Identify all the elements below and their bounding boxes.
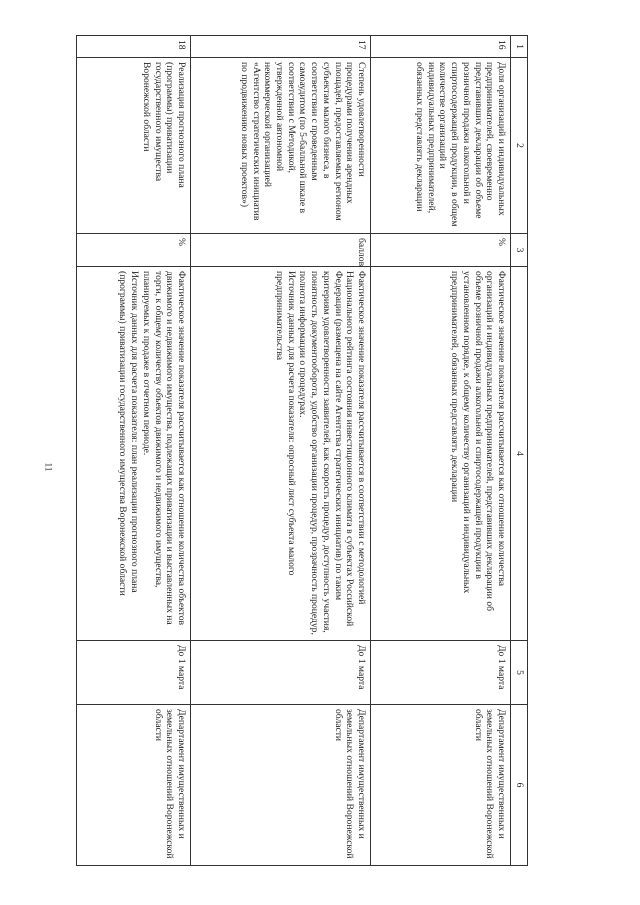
rotated-page [76,35,528,865]
deadline: До 1 марта [77,641,191,705]
row-number: 16 [371,36,511,58]
indicators-table [76,35,528,866]
responsible: Департамент имущественных и земельных отношений Воронежской области [371,705,511,866]
table-header-row [511,36,528,866]
header-cell: 4 [511,267,528,641]
deadline: До 1 марта [371,641,511,705]
calculation-method: Фактическое значение показателя рассчитывается в соответствии с методологией Национального рейтинга состояния инвестиционного климата в субъектах Российской Федерации (размещена на сайте Агентства стратегических инициатив) по таким критериям удовлетворенности заявителей, как скорость процедур, доступность участия, понятность документооборота, удобство организации процедур, прозрачность процедур, полнота информации о процедурах. Источник данных для расчета показателя: опросный лист субъекта малого предпринимательства [191,267,371,641]
header-cell: 1 [511,36,528,58]
header-cell: 5 [511,641,528,705]
indicator-name: Степень удовлетворенности процедурами получения арендных площадей, предоставляемых регионом субъектам малого бизнеса, в соответствии с проведенным самоаудитом (по 5-балльной шкале в соответствии с Методикой, утвержденной автономной некоммерческой организацией «Агентство стратегических инициатив по продвижению новых проектов») [191,58,371,234]
page-number: 11 [43,462,54,472]
responsible: Департамент имущественных и земельных отношений Воронежской области [191,705,371,866]
header-cell: 2 [511,58,528,234]
deadline: До 1 марта [191,641,371,705]
row-number: 18 [77,36,191,58]
header-cell: 3 [511,234,528,267]
calculation-method: Фактическое значение показателя рассчитывается как отношение количества объектов движимого и недвижимого имущества, подлежащих приватизации и выставленных на торги, к общему количеству объектов движимого и недвижимого имущества, планируемых к продаже в отчетном периоде. Источник данных для расчета показателя: план реализации прогнозного плана (программы) приватизации государственного имущества Воронежской области [77,267,191,641]
unit: баллов [191,234,371,267]
header-cell: 6 [511,705,528,866]
indicator-name: Доля организаций и индивидуальных предпринимателей, своевременно представивших декларации об объеме розничной продажи алкогольной и спиртосодержащей продукции, в общем количестве организаций и индивидуальных предпринимателей, обязанных представлять декларации [371,58,511,234]
responsible: Департамент имущественных и земельных отношений Воронежской области [77,705,191,866]
table-row [191,36,371,866]
unit: % [77,234,191,267]
row-number: 17 [191,36,371,58]
table-row [371,36,511,866]
unit: % [371,234,511,267]
table-row [77,36,191,866]
indicator-name: Реализация прогнозного плана (программы) приватизации государственного имущества Воронежской области [77,58,191,234]
calculation-method: Фактическое значение показателя рассчитывается как отношение количества организаций и индивидуальных предпринимателей, представивших декларации об объеме розничной продажи алкогольной и спиртосодержащей продукции в установленном порядке, к общему количеству организаций и индивидуальных предпринимателей, обязанных представлять декларации [371,267,511,641]
